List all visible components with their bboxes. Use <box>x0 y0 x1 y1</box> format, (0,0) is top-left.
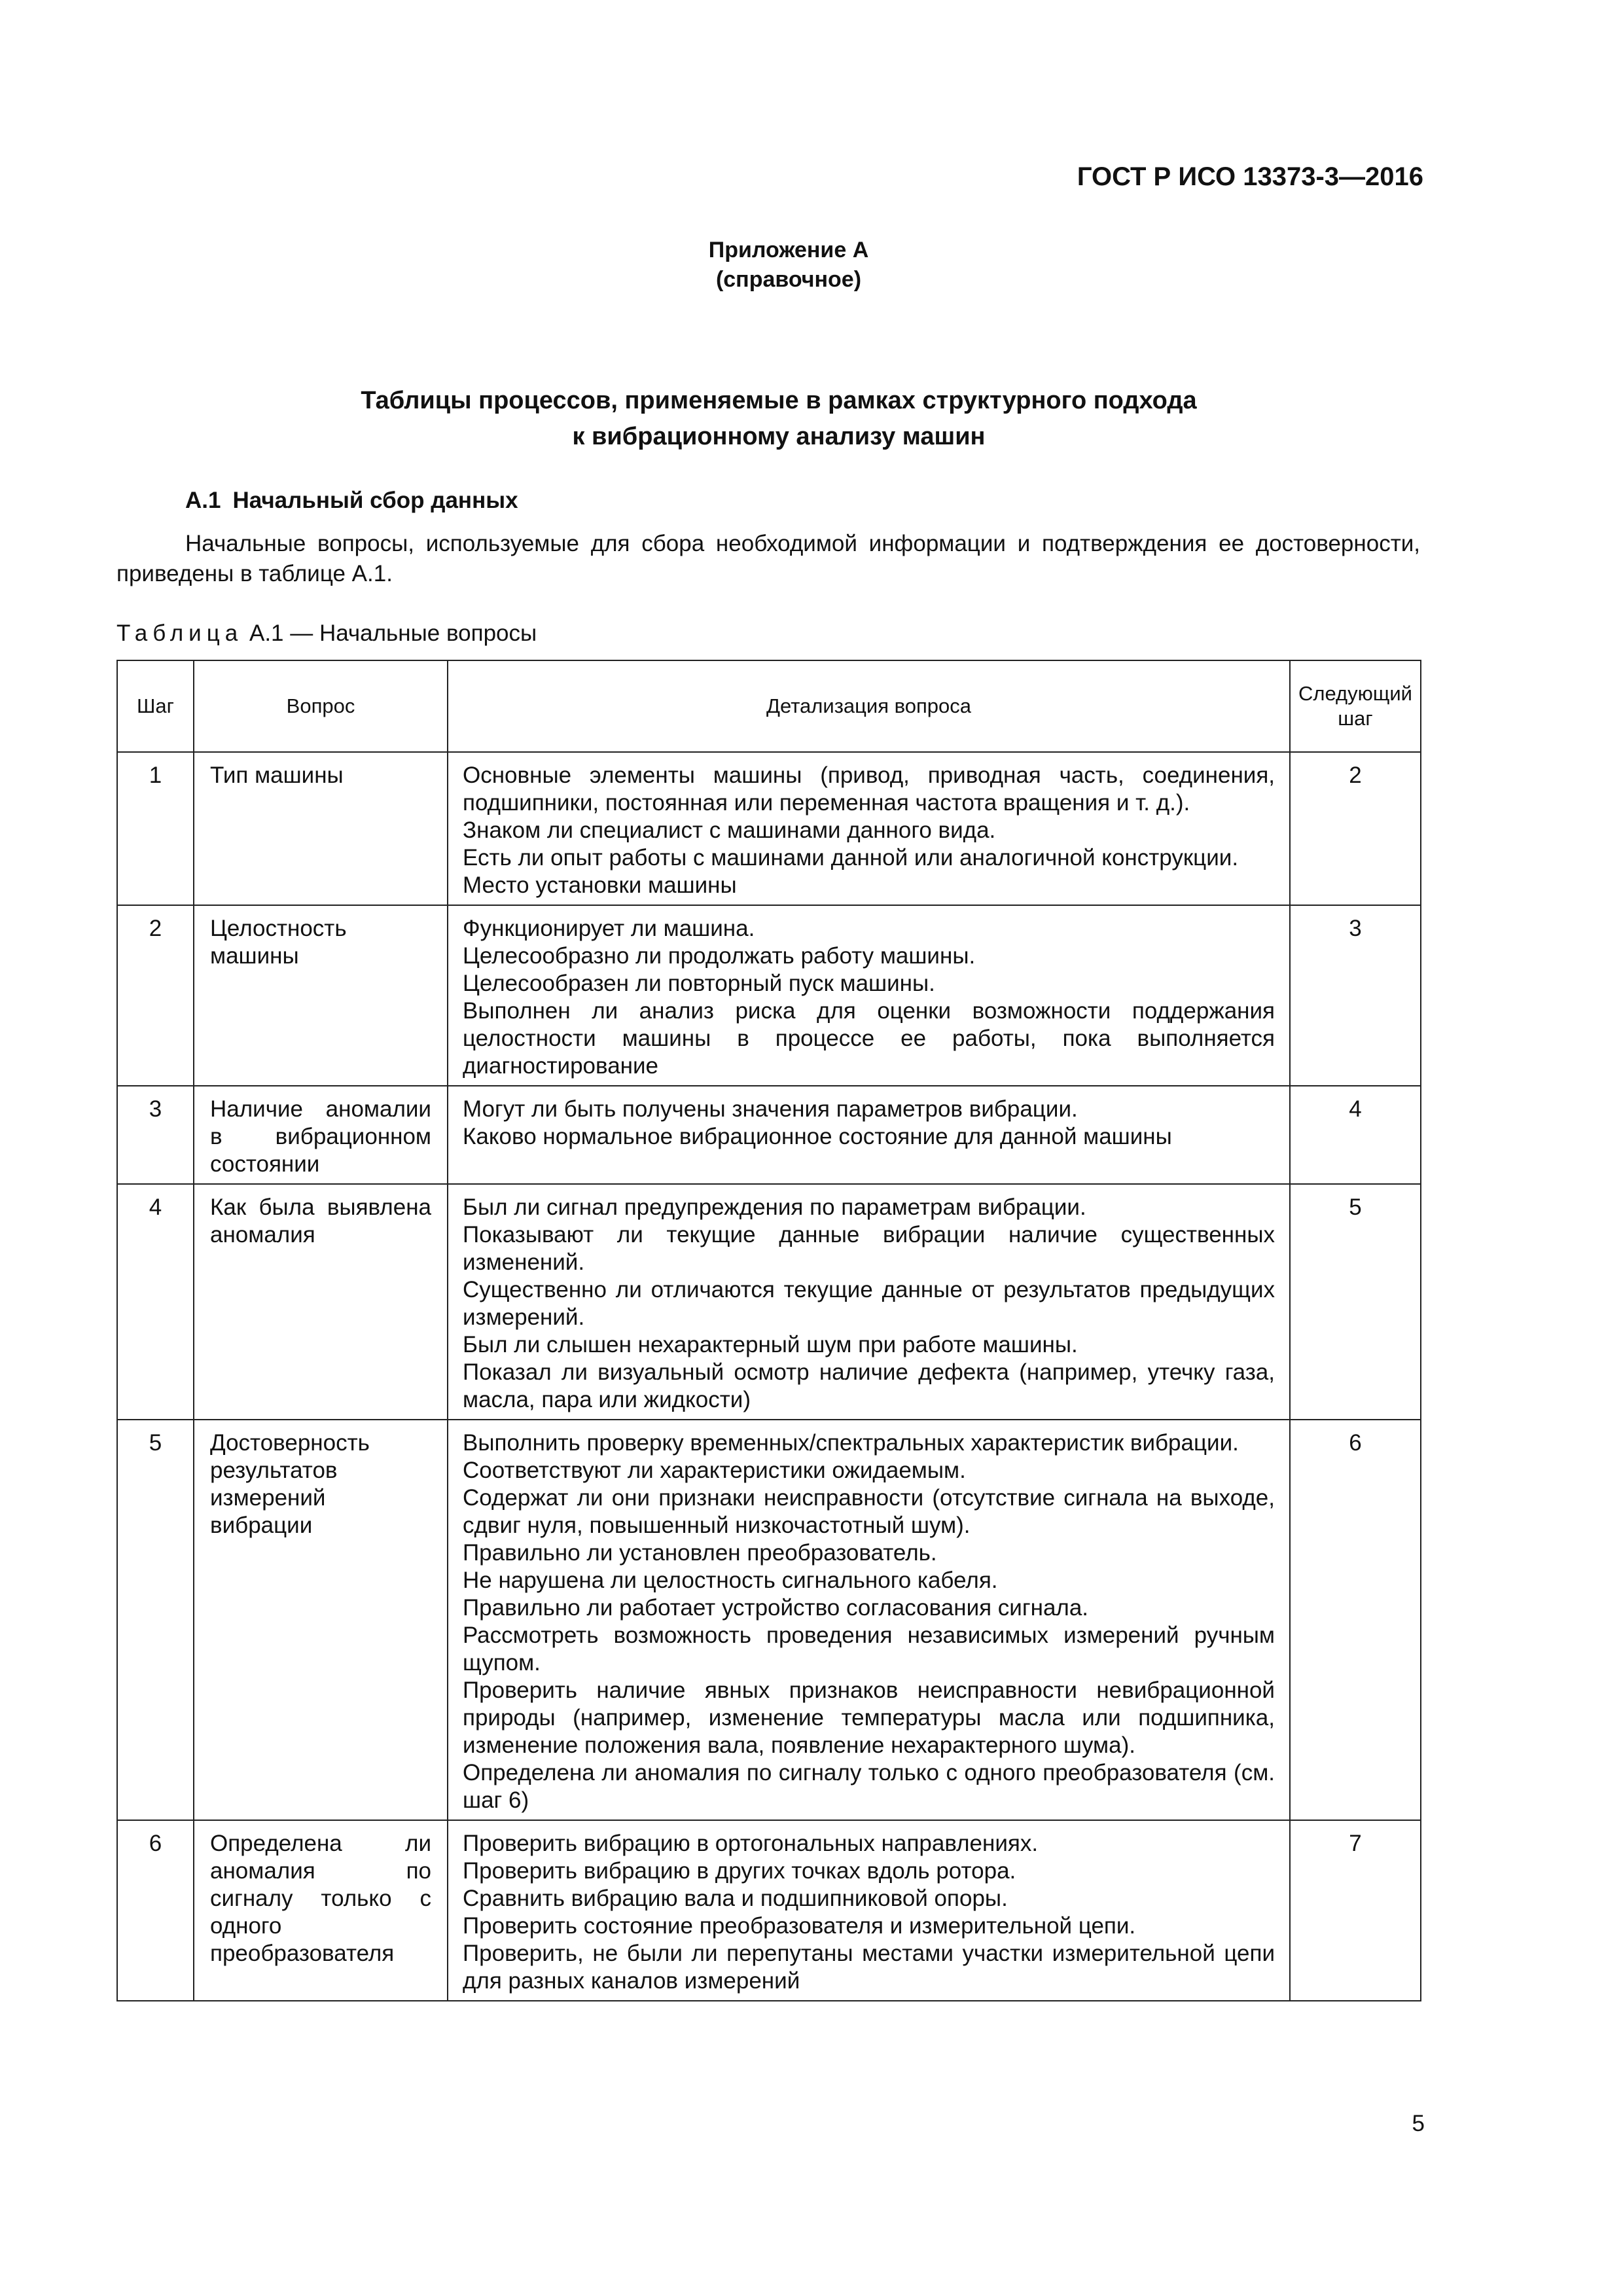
detail-line: Рассмотреть возможность проведения независимых измерений ручным щупом. <box>463 1623 1275 1676</box>
header-next-line-1: Следующий <box>1298 682 1412 705</box>
next-step: 5 <box>1290 1184 1421 1420</box>
main-title-line-1: Таблицы процессов, применяемые в рамках структурного подхода <box>361 387 1197 414</box>
header-next-step <box>1290 660 1421 752</box>
step-number: 5 <box>117 1420 194 1820</box>
detail-line: Сравнить вибрацию вала и подшипниковой опоры. <box>463 1886 1008 1911</box>
next-step: 3 <box>1290 905 1421 1086</box>
table-row <box>117 752 1421 905</box>
table-row <box>117 1184 1421 1420</box>
next-step: 6 <box>1290 1420 1421 1820</box>
annex-status: (справочное) <box>715 267 862 292</box>
next-step: 4 <box>1290 1086 1421 1184</box>
detail-line: Проверить состояние преобразователя и измерительной цепи. <box>463 1913 1136 1939</box>
detail-line: Проверить вибрацию в других точках вдоль ротора. <box>463 1858 1016 1884</box>
page-number: 5 <box>1412 2111 1425 2136</box>
header-detail: Детализация вопроса <box>448 660 1290 752</box>
table-caption <box>116 620 537 647</box>
detail-line: Есть ли опыт работы с машинами данной или аналогичной конструкции. <box>463 845 1239 870</box>
main-title-line-2: к вибрационному анализу машин <box>572 423 986 450</box>
detail-line: Проверить наличие явных признаков неисправности невибрационной природы (например, изменение температуры масла или подшипника, изменение положения вала, появление нехарактерного шума). <box>463 1677 1275 1758</box>
detail-line: Выполнен ли анализ риска для оценки возможности поддержания целостности машины в процессе ее работы, пока выполняется диагностирование <box>463 998 1275 1079</box>
detail-line: Каково нормальное вибрационное состояние для данной машины <box>463 1124 1172 1149</box>
question-cell: Целостность машины <box>194 905 448 1086</box>
table-body <box>117 752 1421 2001</box>
question-cell: Тип машины <box>194 752 448 905</box>
detail-cell <box>448 1820 1290 2001</box>
table-row <box>117 1820 1421 2001</box>
next-step: 2 <box>1290 752 1421 905</box>
annex-title: Приложение А <box>708 238 869 262</box>
detail-line: Правильно ли установлен преобразователь. <box>463 1540 937 1566</box>
section-number: А.1 <box>185 488 221 513</box>
detail-line: Проверить вибрацию в ортогональных направлениях. <box>463 1831 1039 1856</box>
detail-line: Содержат ли они признаки неисправности (отсутствие сигнала на выходе, сдвиг нуля, повышенный низкочастотный шум). <box>463 1485 1275 1538</box>
detail-cell <box>448 1086 1290 1184</box>
detail-line: Целесообразен ли повторный пуск машины. <box>463 971 935 996</box>
header-question: Вопрос <box>194 660 448 752</box>
detail-line: Правильно ли работает устройство согласования сигнала. <box>463 1595 1089 1621</box>
question-cell: Как была выявлена аномалия <box>194 1184 448 1420</box>
table-row <box>117 1086 1421 1184</box>
section-heading <box>185 488 518 514</box>
detail-cell <box>448 752 1290 905</box>
detail-line: Показывают ли текущие данные вибрации наличие существенных изменений. <box>463 1222 1275 1275</box>
detail-line: Могут ли быть получены значения параметров вибрации. <box>463 1096 1078 1122</box>
table-row <box>117 1420 1421 1820</box>
question-cell: Достоверность результатов измерений вибрации <box>194 1420 448 1820</box>
detail-line: Целесообразно ли продолжать работу машины. <box>463 943 976 969</box>
annex-heading <box>0 236 1577 295</box>
detail-line: Был ли слышен нехарактерный шум при работе машины. <box>463 1332 1078 1357</box>
table-row <box>117 905 1421 1086</box>
step-number: 6 <box>117 1820 194 2001</box>
detail-line: Выполнить проверку временных/спектральных характеристик вибрации. <box>463 1430 1239 1456</box>
detail-cell <box>448 1420 1290 1820</box>
table-caption-label: Таблица <box>116 620 243 646</box>
question-cell: Наличие аномалии в вибрационном состоянии <box>194 1086 448 1184</box>
step-number: 1 <box>117 752 194 905</box>
question-cell: Определена ли аномалия по сигналу только с одного преобразователя <box>194 1820 448 2001</box>
detail-line: Был ли сигнал предупреждения по параметрам вибрации. <box>463 1194 1086 1220</box>
intro-paragraph: Начальные вопросы, используемые для сбора необходимой информации и подтверждения ее достоверности, приведены в таблице А.1. <box>116 531 1420 586</box>
document-code: ГОСТ Р ИСО 13373-3—2016 <box>1077 162 1423 191</box>
detail-line: Соответствуют ли характеристики ожидаемым. <box>463 1458 966 1483</box>
step-number: 3 <box>117 1086 194 1184</box>
step-number: 4 <box>117 1184 194 1420</box>
header-step: Шаг <box>117 660 194 752</box>
detail-line: Проверить, не были ли перепутаны местами участки измерительной цепи для разных каналов измерений <box>463 1941 1275 1994</box>
detail-line: Функционирует ли машина. <box>463 916 755 941</box>
detail-line: Не нарушена ли целостность сигнального кабеля. <box>463 1568 998 1593</box>
section-title: Начальный сбор данных <box>232 488 518 513</box>
next-step: 7 <box>1290 1820 1421 2001</box>
table-caption-text: А.1 — Начальные вопросы <box>249 620 537 646</box>
table-header-row <box>117 660 1421 752</box>
detail-cell <box>448 1184 1290 1420</box>
detail-line: Знаком ли специалист с машинами данного вида. <box>463 817 996 843</box>
detail-line: Существенно ли отличаются текущие данные от результатов предыдущих измерений. <box>463 1277 1275 1330</box>
header-next-line-2: шаг <box>1338 707 1373 730</box>
detail-line: Основные элементы машины (привод, приводная часть, соединения, подшипники, постоянная или переменная частота вращения и т. д.). <box>463 762 1275 816</box>
detail-line: Место установки машины <box>463 872 737 898</box>
detail-line: Показал ли визуальный осмотр наличие дефекта (например, утечку газа, масла, пара или жидкости) <box>463 1359 1275 1412</box>
main-title <box>0 383 1558 455</box>
detail-line: Определена ли аномалия по сигналу только с одного преобразователя (см. шаг 6) <box>463 1760 1275 1813</box>
step-number: 2 <box>117 905 194 1086</box>
initial-questions-table <box>116 660 1421 2001</box>
detail-cell <box>448 905 1290 1086</box>
